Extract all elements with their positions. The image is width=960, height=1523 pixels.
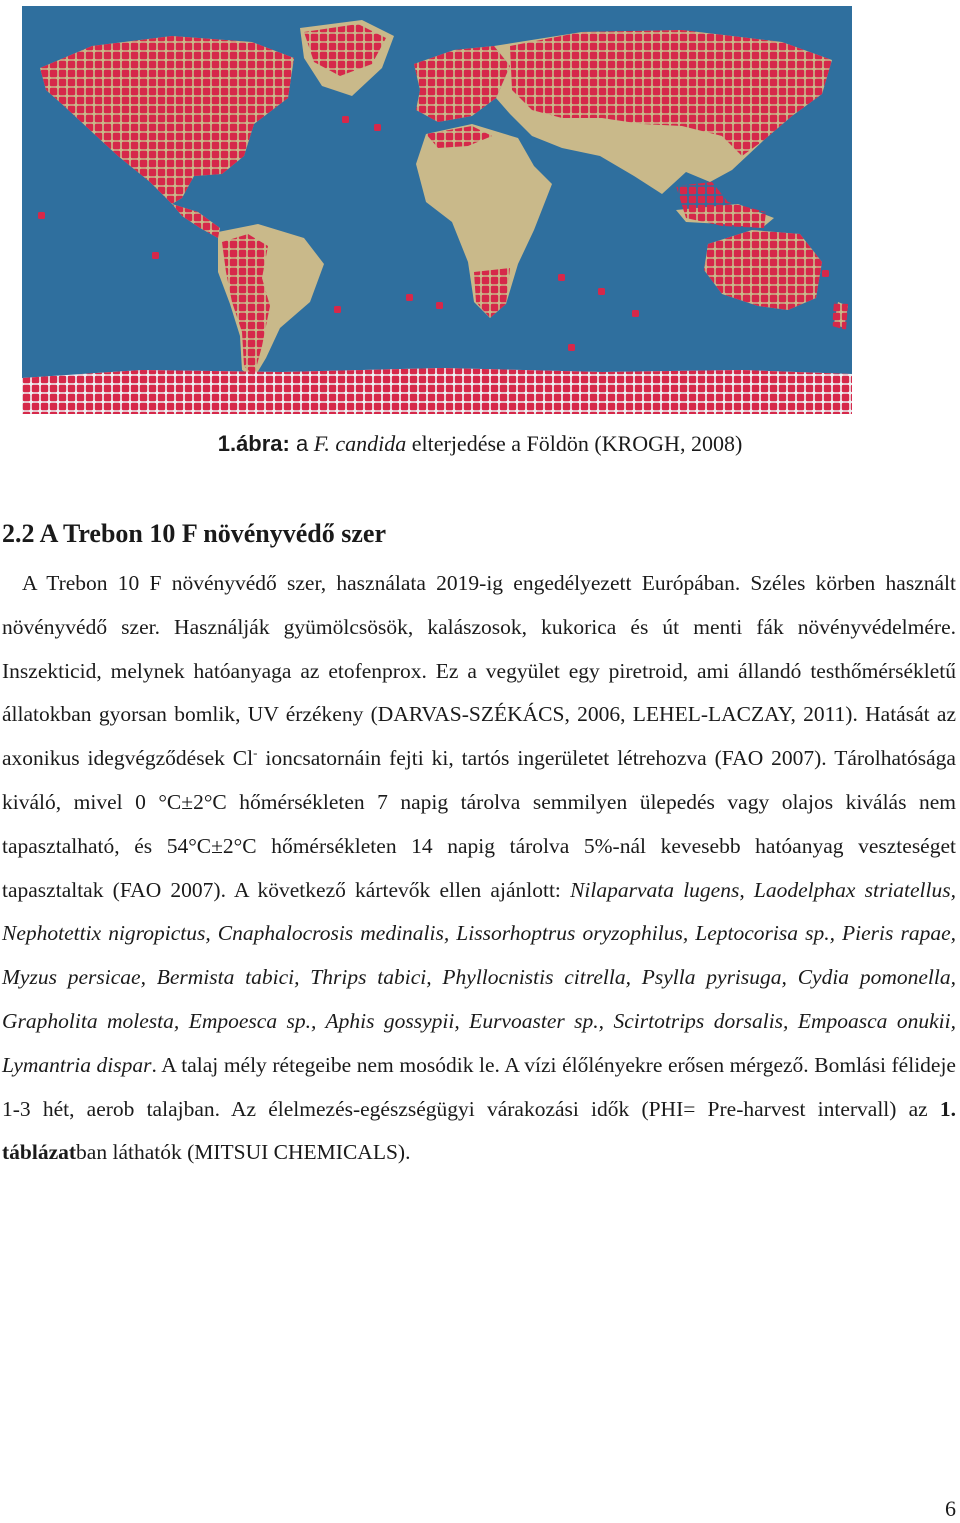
island-dot: [822, 270, 829, 277]
island-dot: [374, 124, 381, 131]
body-paragraph: [2, 562, 956, 1175]
distribution-map: [22, 6, 852, 414]
paragraph-part-3: . A talaj mély rétegeibe nem mosódik le. A vízi élőlényekre erősen mérgező. Bomlási félideje 1-3 hét, aerob talajban. Az élelmezés-egészségügyi várakozási idők (PHI= Pre-harvest intervall) az: [2, 1052, 956, 1121]
paragraph-part-2: ioncsatornáin fejti ki, tartós ingerületet létrehozva (FAO 2007). Tárolhatósága kiváló, mivel 0 °C±2°C hőmérsékleten 7 napig tárolva semmilyen ülepedés vagy olajos kiválás nem tapasztalható, és 54°C±2°C hőmérsékleten 14 napig tárolva 5%-nál kevesebb hatóanyag veszteséget tapasztaltak (FAO 2007). A következő kártevők ellen ajánlott:: [2, 746, 956, 902]
island-dot: [558, 274, 565, 281]
island-dot: [632, 310, 639, 317]
table-reference: 1. táblázat: [2, 1096, 956, 1165]
island-dot: [334, 306, 341, 313]
page-number: 6: [945, 1496, 956, 1521]
paragraph-part-4: ban láthatók (MITSUI CHEMICALS).: [76, 1140, 411, 1165]
caption-species: F. candida: [313, 431, 407, 456]
island-dot: [568, 344, 575, 351]
caption-pre: a: [296, 431, 309, 456]
island-dot: [598, 288, 605, 295]
island-dot: [38, 212, 45, 219]
pest-species-list: Nilaparvata lugens, Laodelphax striatellus, Nephotettix nigropictus, Cnaphalocrosis medinalis, Lissorhoptrus oryzophilus, Leptocorisa sp., Pieris rapae, Myzus persicae, Bermista tabici, Thrips tabici, Phyllocnistis citrella, Psylla pyrisuga, Cydia pomonella, Grapholita molesta, Empoesca sp., Aphis gossypii, Eurvoaster sp., Scirtotrips dorsalis, Empoasca onukii, Lymantria dispar: [2, 877, 956, 1077]
island-dot: [436, 302, 443, 309]
dots-new-zealand: [832, 302, 848, 330]
dots-antarctica: [22, 368, 852, 414]
paragraph-part-1: A Trebon 10 F növényvédő szer, használata 2019-ig engedélyezett Európában. Széles körben használt növényvédő szer. Használják gyümölcsösök, kalászosok, kukorica és út menti fák növényvédelmére. Inszekticid, melynek hatóanyaga az etofenprox. Ez a vegyület egy piretroid, ami állandó testhőmérsékletű állatokban gyorsan bomlik, UV érzékeny (DARVAS-SZÉKÁCS, 2006, LEHEL-LACZAY, 2011). Hatását az axonikus idegvégződések Cl: [2, 571, 956, 771]
figure-label: 1.ábra:: [217, 431, 290, 456]
figure-caption: [0, 428, 960, 460]
chloride-superscript: -: [253, 745, 258, 761]
world-map-image: [22, 6, 852, 414]
island-dot: [342, 116, 349, 123]
section-heading: 2.2 A Trebon 10 F növényvédő szer: [2, 519, 386, 548]
caption-post: elterjedése a Földön (KROGH, 2008): [411, 431, 743, 456]
island-dot: [152, 252, 159, 259]
island-dot: [406, 294, 413, 301]
